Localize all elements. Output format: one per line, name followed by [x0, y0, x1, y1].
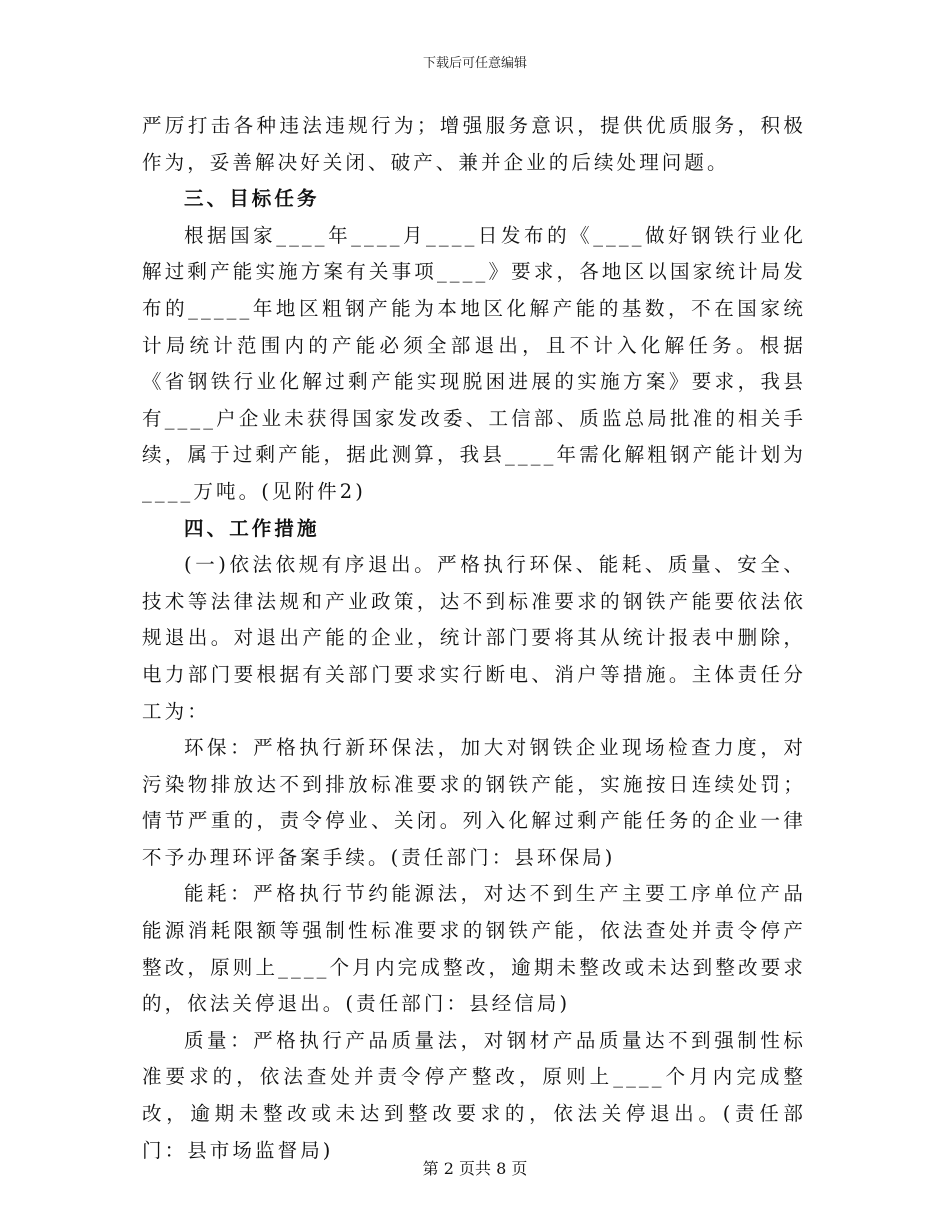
paragraph-target-task: 根据国家____年____月____日发布的《____做好钢铁行业化解过剩产能实施方案有关事项____》要求，各地区以国家统计局发布的_____年地区粗钢产能为本地区化解产能的基数，不在国家统计局统计范围内的产能必须全部退出，且不计入化解任务。根据《省钢铁行业化解过剩产能实现脱困进展的实施方案》要求，我县有____户企业未获得国家发改委、工信部、质监总局批准的相关手续，属于过剩产能，据此测算，我县____年需化解粗钢产能计划为____万吨。(见附件2)	[142, 223, 806, 503]
section-heading-3: 三、目标任务	[184, 187, 320, 211]
page-footer: 第 2 页共 8 页	[422, 1159, 528, 1178]
paragraph-environment: 环保：严格执行新环保法，加大对钢铁企业现场检查力度，对污染物排放达不到排放标准要求的钢铁产能，实施按日连续处罚；情节严重的，责令停业、关闭。列入化解过剩产能任务的企业一律不予办理环评备案手续。(责任部门：县环保局)	[142, 736, 806, 869]
paragraph-orderly-exit: (一)依法依规有序退出。严格执行环保、能耗、质量、安全、技术等法律法规和产业政策，达不到标准要求的钢铁产能要依法依规退出。对退出产能的企业，统计部门要将其从统计报表中删除，电力部门要根据有关部门要求实行断电、消户等措施。主体责任分工为：	[142, 553, 806, 723]
section-heading-4: 四、工作措施	[184, 516, 320, 540]
document-body	[142, 108, 806, 1169]
page-header: 下载后可任意编辑	[422, 56, 527, 71]
paragraph-energy: 能耗：严格执行节约能源法，对达不到生产主要工序单位产品能源消耗限额等强制性标准要求的钢铁产能，依法查处并责令停产整改，原则上____个月内完成整改，逾期未整改或未达到整改要求的，依法关停退出。(责任部门：县经信局)	[142, 882, 806, 1016]
paragraph-continuation: 严厉打击各种违法违规行为；增强服务意识，提供优质服务，积极作为，妥善解决好关闭、破产、兼并企业的后续处理问题。	[142, 114, 806, 174]
paragraph-quality: 质量：严格执行产品质量法，对钢材产品质量达不到强制性标准要求的，依法查处并责令停产整改，原则上____个月内完成整改，逾期未整改或未达到整改要求的，依法关停退出。(责任部门：县市场监督局)	[142, 1028, 806, 1162]
